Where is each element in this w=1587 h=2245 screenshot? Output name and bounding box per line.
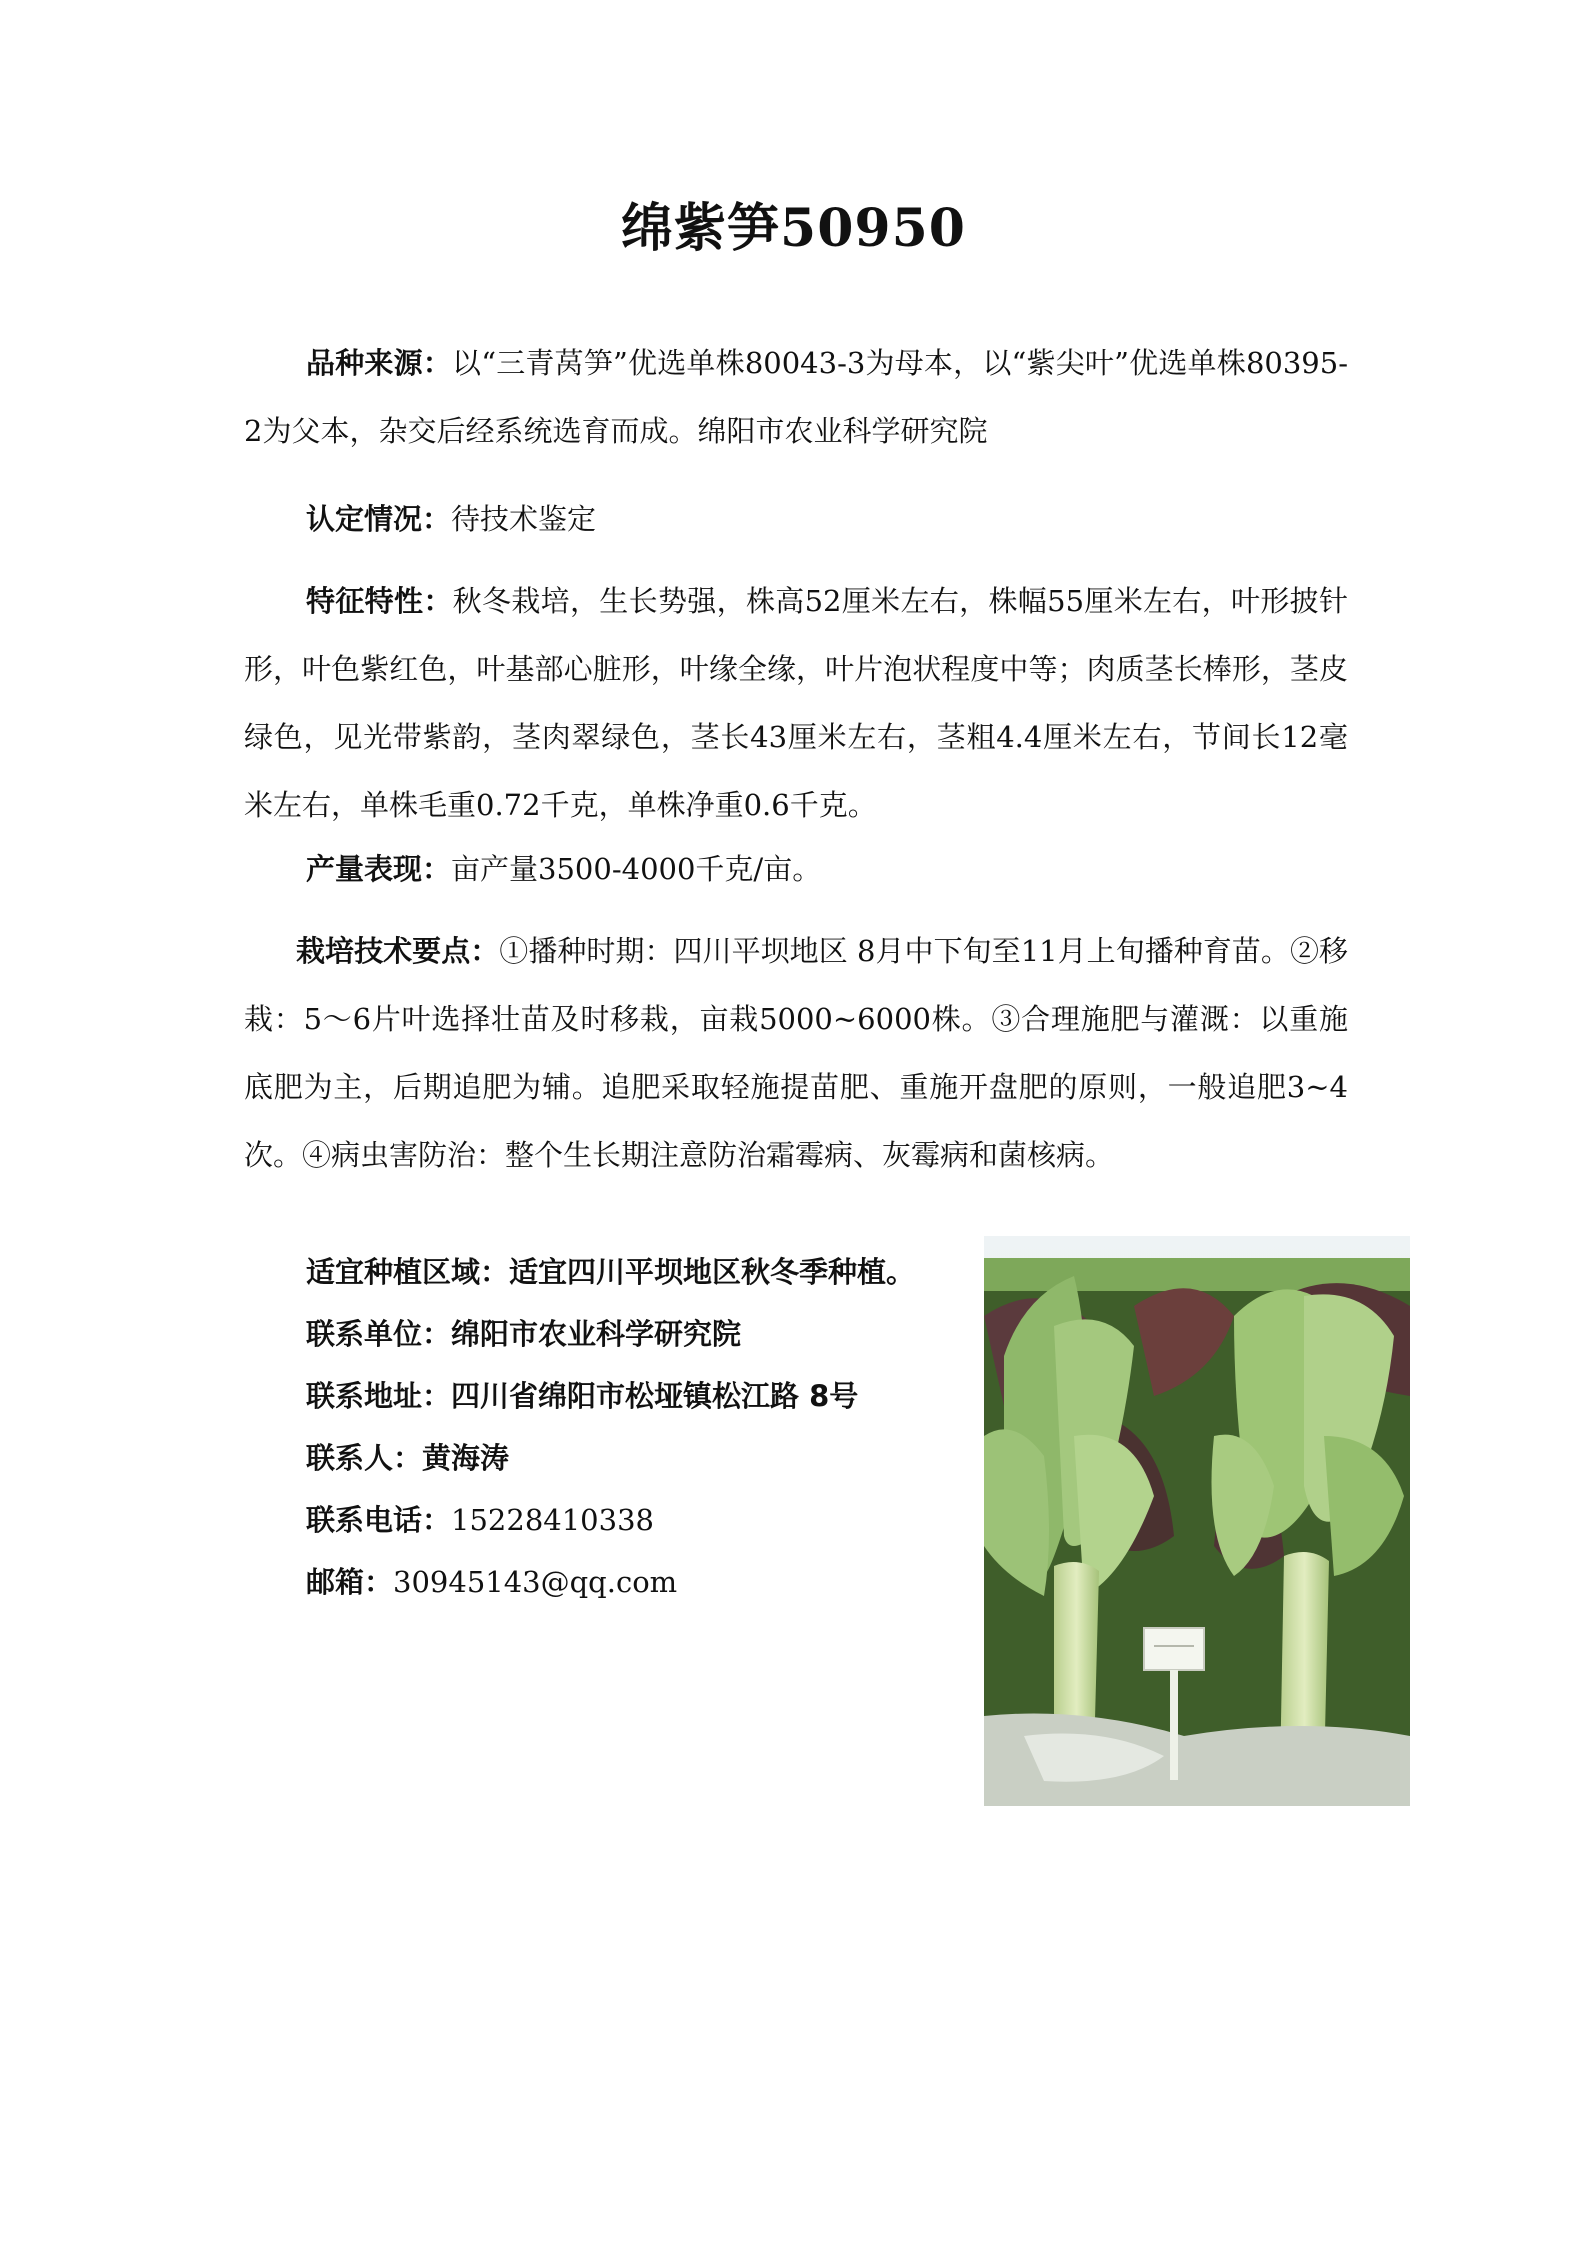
contact-email-label: 邮箱： <box>306 1565 394 1599</box>
contact-person-label: 联系人： <box>306 1441 423 1475</box>
section-certification-label: 认定情况： <box>306 502 452 536</box>
contact-email <box>306 1562 677 1602</box>
contact-address-label: 联系地址： <box>306 1379 452 1413</box>
section-certification <box>244 485 1348 553</box>
section-characteristics-text: 秋冬栽培，生长势强，株高52厘米左右，株幅55厘米左右，叶形披针形，叶色紫红色，叶基部心脏形，叶缘全缘，叶片泡状程度中等；肉质茎长棒形，茎皮绿色，见光带紫韵，茎肉翠绿色，茎长43厘米左右，茎粗4.4厘米左右，节间长12毫米左右，单株毛重0.72千克，单株净重0.6千克。 <box>244 584 1348 822</box>
section-cultivation-text: ①播种时期：四川平坝地区 8月中下旬至11月上旬播种育苗。②移栽：5～6片叶选择壮苗及时移栽，亩栽5000~6000株。③合理施肥与灌溉：以重施底肥为主，后期追肥为辅。追肥采取轻施提苗肥、重施开盘肥的原则，一般追肥3~4次。④病虫害防治：整个生长期注意防治霜霉病、灰霉病和菌核病。 <box>244 934 1348 1172</box>
contact-region-value: 适宜四川平坝地区秋冬季种植。 <box>509 1255 916 1289</box>
contact-address <box>306 1376 858 1416</box>
section-characteristics <box>244 567 1348 839</box>
contact-person-value: 黄海涛 <box>422 1441 510 1475</box>
contact-phone <box>306 1500 654 1540</box>
contact-phone-value: 15228410338 <box>451 1503 654 1537</box>
contact-address-value: 四川省绵阳市松垭镇松江路 8号 <box>451 1379 859 1413</box>
section-yield-label: 产量表现： <box>306 852 452 886</box>
lettuce-photo <box>984 1236 1410 1806</box>
page-title: 绵紫笋50950 <box>621 198 966 259</box>
section-source-label: 品种来源： <box>306 346 452 380</box>
section-source <box>244 329 1348 465</box>
contact-region <box>306 1252 915 1292</box>
section-yield-text: 亩产量3500-4000千克/亩。 <box>451 852 822 886</box>
section-source-text: 以“三青莴笋”优选单株80043-3为母本，以“紫尖叶”优选单株80395-2为父本，杂交后经系统选育而成。绵阳市农业科学研究院 <box>244 346 1348 448</box>
contact-region-label: 适宜种植区域： <box>306 1255 510 1289</box>
contact-person <box>306 1438 509 1478</box>
contact-unit-label: 联系单位： <box>306 1317 452 1351</box>
section-cultivation-label: 栽培技术要点： <box>296 934 500 968</box>
section-certification-text: 待技术鉴定 <box>451 502 597 536</box>
section-characteristics-label: 特征特性： <box>306 584 453 618</box>
contact-phone-label: 联系电话： <box>306 1503 452 1537</box>
section-yield <box>244 835 1348 903</box>
contact-email-value: 30945143@qq.com <box>393 1565 678 1599</box>
section-cultivation <box>244 917 1348 1189</box>
contact-unit-value: 绵阳市农业科学研究院 <box>451 1317 742 1351</box>
contact-unit <box>306 1314 741 1354</box>
